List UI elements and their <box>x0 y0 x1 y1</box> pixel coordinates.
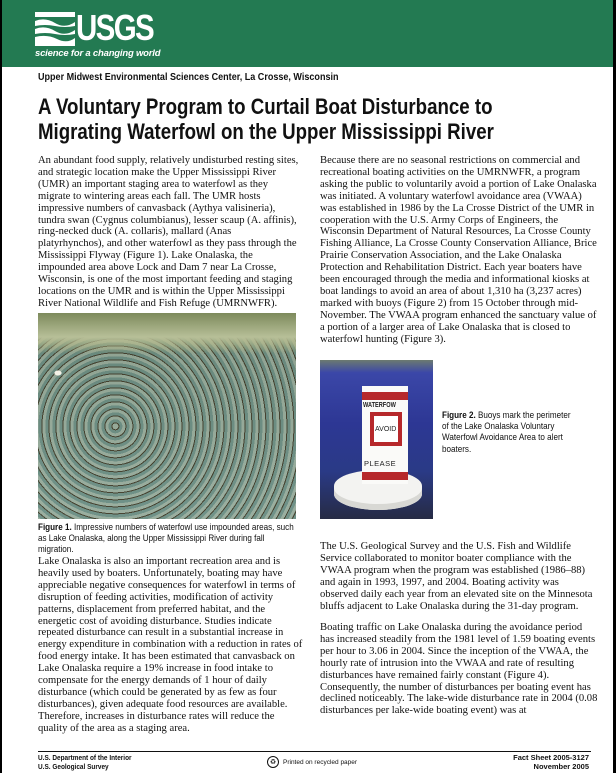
document-title <box>38 94 494 144</box>
buoy-body <box>362 386 408 484</box>
traffic-paragraph: Boating traffic on Lake Onalaska during the avoidance period has increased steadily from the 1981 level of 1.59 boating events per hour to 3.06 in 2004. Since the inception of the VWAA, the hourly rate of intrusion into the VWAA and rate of resulting disturbances have remained fairly constant (Figure 4). Consequently, the number of disturbances per boating event has declined noticeably. The lake-wide disturbance rate in 2004 (0.08 disturbances per lake-wide boating event) was at <box>320 622 598 717</box>
figure-2-buoy-photo <box>320 360 433 519</box>
usgs-banner <box>2 0 613 67</box>
footer-divider <box>38 751 591 752</box>
buoy-sign-bottom: PLEASE <box>364 459 397 468</box>
figure-2-caption: Figure 2. Buoys mark the perimeter of the Lake Onalaska Voluntary Waterfowl Avoidance Area to alert boaters. <box>442 410 571 454</box>
fact-sheet-page <box>2 0 613 773</box>
usgs-logo <box>35 7 165 59</box>
monitoring-paragraph: The U.S. Geological Survey and the U.S. Fish and Wildlife Service collaborated to monitor boater compliance with the VWAA program when the program was established (1986–88) and again in 1993, 1997, and 2004. Boating activity was observed daily each year from an elevated site on the Minnesota bluffs adjacent to Lake Onalaska during the 31-day program. <box>320 541 593 612</box>
buoy-sign-top: WATERFOW <box>363 402 396 409</box>
figure-1-caption: Figure 1. Impressive numbers of waterfowl use impounded areas, such as Lake Onalaska, along the Upper Mississippi River during fall migration. <box>38 522 294 555</box>
program-paragraph: Because there are no seasonal restrictions on commercial and recreational boating activities on the UMRNWFR, a program asking the public to voluntarily avoid a portion of Lake Onalaska was initiated. A voluntary waterfowl avoidance area (VWAA) was established in 1986 by the La Crosse District of the UMR in cooperation with the U.S. Army Corps of Engineers, the Wisconsin Department of Natural Resources, La Crosse County Fishing Alliance, La Crosse County Conservation Alliance, Brice Prairie Conservation Association, and the Lake Onalaska Protection and Rehabilitation District. Each year boaters have been encouraged through the media and informational kiosks at boat landings to avoid an area of about 1,310 ha (3,237 acres) marked with buoys (Figure 2) from 15 October through mid-November. The VWAA program enhanced the sanctuary value of a portion of a larger area of Lake Onalaska that is closed to waterfowl hunting (Figure 3). <box>320 155 597 345</box>
logo-wordmark: USGS <box>76 7 154 48</box>
intro-paragraph: An abundant food supply, relatively undisturbed resting sites, and strategic location make the Upper Mississippi River (UMR) an important staging area to waterfowl as they migrate to wintering areas each fall. The UMR hosts impressive numbers of canvasback (Aythya valisineria), tundra swan (Cygnus columbianus), lesser scaup (A. affinis), ring-necked duck (A. collaris), mallard (Anas platyrhynchos), and other waterfowl as they pass through the Mississippi Flyway (Figure 1). Lake Onalaska, the impounded area above Lock and Dam 7 near La Crosse, Wisconsin, is one of the most important feeding and staging locations on the UMR and is within the Upper Mississippi River National Wildlife and Fish Refuge (UMRNWFR). <box>38 155 299 309</box>
logo-tagline: science for a changing world <box>35 48 161 59</box>
footer-recycled: ♻ Printed on recycled paper <box>267 756 357 768</box>
figure-1-waterfowl-photo <box>38 313 296 519</box>
footer-agency: U.S. Department of the Interior U.S. Geological Survey <box>38 753 132 771</box>
recycle-icon: ♻ <box>267 756 279 768</box>
title-line-2: Migrating Waterfowl on the Upper Mississippi River <box>38 119 494 144</box>
recreation-paragraph: Lake Onalaska is also an important recreation area and is heavily used by boaters. Unfortunately, boating may have appreciable negative consequences for waterfowl in terms of disruption of feeding activities, modification of activity patterns, displacement from preferred habitat, and the energetic cost of avoiding disturbance. Studies indicate repeated disturbance can result in a substantial increase in energy expenditure in combination with a reduction in rates of food energy intake. It has been estimated that canvasback on Lake Onalaska require a 19% increase in food intake to compensate for the energy demands of 1 hour of daily disturbance (which could be generated by as few as four disturbances), given adequate food resources are available. Therefore, increases in disturbance rates will reduce the quality of the area as a staging area. <box>38 556 303 734</box>
footer-fact-sheet: Fact Sheet 2005-3127 November 2005 <box>513 753 589 771</box>
buoy-sign-avoid: AVOID <box>375 426 397 433</box>
title-line-1: A Voluntary Program to Curtail Boat Disturbance to <box>38 94 493 119</box>
center-name: Upper Midwest Environmental Sciences Center, La Crosse, Wisconsin <box>38 71 339 83</box>
usgs-wave-icon <box>35 12 75 46</box>
